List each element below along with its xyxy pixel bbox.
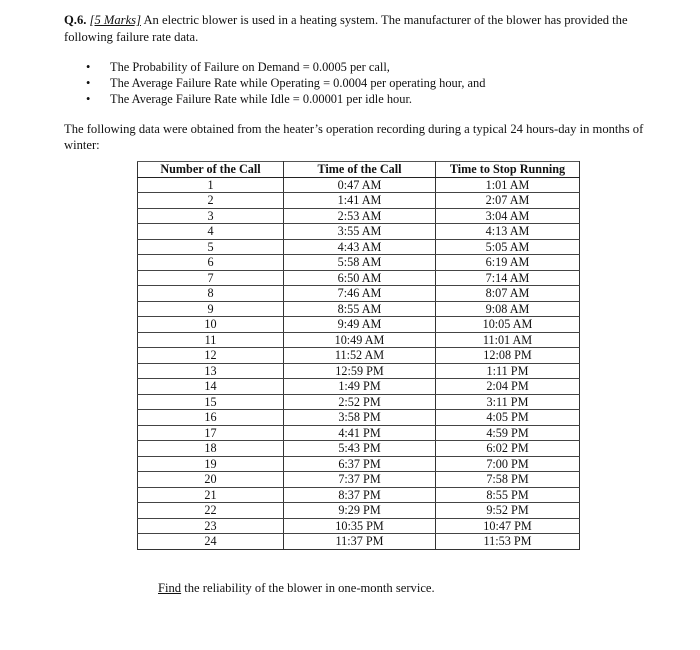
bullet-icon: • xyxy=(86,76,91,90)
cell-call-number: 15 xyxy=(138,394,284,410)
cell-time-of-call: 9:49 AM xyxy=(284,317,436,333)
cell-call-number: 5 xyxy=(138,239,284,255)
table-row xyxy=(138,410,580,426)
table-row xyxy=(138,255,580,271)
header-call-number: Number of the Call xyxy=(138,162,284,178)
cell-time-to-stop: 3:04 AM xyxy=(436,208,580,224)
cell-time-to-stop: 12:08 PM xyxy=(436,348,580,364)
cell-time-of-call: 11:37 PM xyxy=(284,534,436,550)
cell-time-of-call: 4:43 AM xyxy=(284,239,436,255)
question-number: Q.6. xyxy=(64,13,87,27)
cell-time-to-stop: 5:05 AM xyxy=(436,239,580,255)
cell-time-of-call: 7:46 AM xyxy=(284,286,436,302)
cell-call-number: 14 xyxy=(138,379,284,395)
cell-time-to-stop: 11:01 AM xyxy=(436,332,580,348)
cell-call-number: 24 xyxy=(138,534,284,550)
cell-call-number: 21 xyxy=(138,487,284,503)
cell-time-to-stop: 1:01 AM xyxy=(436,177,580,193)
cell-time-of-call: 11:52 AM xyxy=(284,348,436,364)
bullet-icon: • xyxy=(86,60,91,74)
cell-time-of-call: 6:37 PM xyxy=(284,456,436,472)
table-row xyxy=(138,224,580,240)
table-row xyxy=(138,317,580,333)
cell-time-to-stop: 2:07 AM xyxy=(436,193,580,209)
cell-time-to-stop: 4:59 PM xyxy=(436,425,580,441)
list-item xyxy=(86,75,485,91)
cell-time-of-call: 8:37 PM xyxy=(284,487,436,503)
question-marks: [5 Marks] xyxy=(89,13,141,27)
cell-time-of-call: 10:49 AM xyxy=(284,332,436,348)
cell-call-number: 9 xyxy=(138,301,284,317)
cell-time-of-call: 8:55 AM xyxy=(284,301,436,317)
intro-paragraph: The following data were obtained from the heater’s operation recording during a typical 24 hours-day in months of winter: xyxy=(64,122,644,152)
table-row xyxy=(138,348,580,364)
cell-time-of-call: 3:58 PM xyxy=(284,410,436,426)
cell-call-number: 6 xyxy=(138,255,284,271)
task-text: the reliability of the blower in one-month service. xyxy=(181,581,435,595)
cell-time-to-stop: 2:04 PM xyxy=(436,379,580,395)
table-row xyxy=(138,394,580,410)
cell-time-to-stop: 8:55 PM xyxy=(436,487,580,503)
cell-call-number: 3 xyxy=(138,208,284,224)
cell-call-number: 7 xyxy=(138,270,284,286)
table-row xyxy=(138,425,580,441)
cell-call-number: 13 xyxy=(138,363,284,379)
cell-time-of-call: 4:41 PM xyxy=(284,425,436,441)
table-row xyxy=(138,503,580,519)
cell-call-number: 23 xyxy=(138,518,284,534)
cell-time-to-stop: 6:19 AM xyxy=(436,255,580,271)
table-header-row xyxy=(138,162,580,178)
cell-time-of-call: 7:37 PM xyxy=(284,472,436,488)
cell-time-to-stop: 7:58 PM xyxy=(436,472,580,488)
table-row xyxy=(138,177,580,193)
cell-time-of-call: 1:41 AM xyxy=(284,193,436,209)
cell-time-of-call: 10:35 PM xyxy=(284,518,436,534)
table-row xyxy=(138,487,580,503)
header-time-of-call: Time of the Call xyxy=(284,162,436,178)
cell-call-number: 19 xyxy=(138,456,284,472)
cell-time-to-stop: 3:11 PM xyxy=(436,394,580,410)
list-item-text: The Probability of Failure on Demand = 0.0005 per call, xyxy=(110,60,390,74)
failure-rate-list xyxy=(86,59,485,107)
cell-time-of-call: 6:50 AM xyxy=(284,270,436,286)
cell-call-number: 4 xyxy=(138,224,284,240)
table-row xyxy=(138,286,580,302)
cell-time-to-stop: 10:05 AM xyxy=(436,317,580,333)
cell-time-of-call: 0:47 AM xyxy=(284,177,436,193)
cell-time-to-stop: 11:53 PM xyxy=(436,534,580,550)
list-item-text: The Average Failure Rate while Idle = 0.00001 per idle hour. xyxy=(110,92,412,106)
cell-time-to-stop: 7:00 PM xyxy=(436,456,580,472)
bullet-icon: • xyxy=(86,92,91,106)
task-instruction xyxy=(158,581,435,596)
cell-time-of-call: 1:49 PM xyxy=(284,379,436,395)
header-time-to-stop: Time to Stop Running xyxy=(436,162,580,178)
table-row xyxy=(138,456,580,472)
cell-call-number: 18 xyxy=(138,441,284,457)
question-text: An electric blower is used in a heating system. The manufacturer of the blower has provided the following failure rate data. xyxy=(64,13,628,44)
cell-call-number: 17 xyxy=(138,425,284,441)
question-paragraph xyxy=(64,12,664,46)
cell-time-of-call: 12:59 PM xyxy=(284,363,436,379)
table-row xyxy=(138,239,580,255)
table-row xyxy=(138,301,580,317)
cell-call-number: 1 xyxy=(138,177,284,193)
list-item-text: The Average Failure Rate while Operating = 0.0004 per operating hour, and xyxy=(110,76,486,90)
cell-call-number: 22 xyxy=(138,503,284,519)
cell-call-number: 12 xyxy=(138,348,284,364)
cell-time-to-stop: 4:05 PM xyxy=(436,410,580,426)
cell-call-number: 11 xyxy=(138,332,284,348)
table-row xyxy=(138,472,580,488)
task-verb: Find xyxy=(158,581,182,595)
cell-time-of-call: 2:52 PM xyxy=(284,394,436,410)
cell-time-to-stop: 1:11 PM xyxy=(436,363,580,379)
cell-time-to-stop: 4:13 AM xyxy=(436,224,580,240)
list-item xyxy=(86,91,485,107)
operation-data-table xyxy=(137,161,580,550)
cell-time-of-call: 2:53 AM xyxy=(284,208,436,224)
cell-call-number: 2 xyxy=(138,193,284,209)
table-row xyxy=(138,441,580,457)
cell-call-number: 16 xyxy=(138,410,284,426)
cell-time-to-stop: 10:47 PM xyxy=(436,518,580,534)
table-row xyxy=(138,208,580,224)
list-item xyxy=(86,59,485,75)
cell-call-number: 10 xyxy=(138,317,284,333)
cell-time-of-call: 5:58 AM xyxy=(284,255,436,271)
table-row xyxy=(138,534,580,550)
cell-time-to-stop: 8:07 AM xyxy=(436,286,580,302)
cell-call-number: 20 xyxy=(138,472,284,488)
table-row xyxy=(138,193,580,209)
cell-call-number: 8 xyxy=(138,286,284,302)
cell-time-of-call: 5:43 PM xyxy=(284,441,436,457)
table-row xyxy=(138,332,580,348)
table-row xyxy=(138,379,580,395)
cell-time-of-call: 3:55 AM xyxy=(284,224,436,240)
table-row xyxy=(138,363,580,379)
table-body xyxy=(138,177,580,549)
cell-time-to-stop: 7:14 AM xyxy=(436,270,580,286)
table-row xyxy=(138,518,580,534)
cell-time-of-call: 9:29 PM xyxy=(284,503,436,519)
cell-time-to-stop: 6:02 PM xyxy=(436,441,580,457)
table-row xyxy=(138,270,580,286)
cell-time-to-stop: 9:08 AM xyxy=(436,301,580,317)
cell-time-to-stop: 9:52 PM xyxy=(436,503,580,519)
